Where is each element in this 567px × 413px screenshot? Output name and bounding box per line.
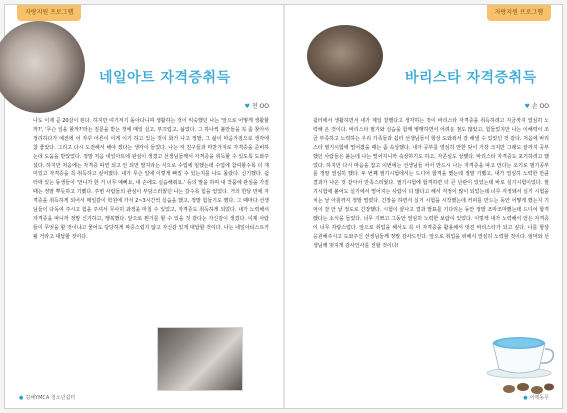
nail-art-photo (0, 21, 85, 113)
author-name: 전 OO (251, 103, 269, 110)
author-name: 손 OO (531, 103, 549, 110)
footer-label: 김해YMCA 청소년쉼터 (25, 395, 76, 401)
barista-photo (307, 25, 383, 87)
author-line (244, 101, 269, 110)
article-body: 쉼터에서 생활하면서 내가 제일 잘했다고 생각하는 것이 바리스타 자격증을 취득하려고 지금까지 열심히 노력해 온 것이다. 바리스타 필기와 실습을 함께 병행하면서 어려운 점도 많았고, 힘들었지만 나는 이해력이 조금 부족하고 노력하는 우리 가족들과 쉼터 선생님들이 항상 도와줘서 잘 해낼 수 있었던 것 같다. 처음에 바리스타 필기시험에 떨어졌을 때는 좀 속상했다. 내가 공부를 열심히 안한 탓이 가장 크지만 그래도 끝까지 공부했던 사람들은 붙는데 나는 떨어지니까 속상하기도 하고, 자존심도 상했다. 바리스타 자격증도 포기하려고 했었다. 하지만 다시 마음을 잡고 이번에는 선생님들 어서 반드시 나는 자격증을 따고 만다는 오기로 필기공부를 정말 열심히 했다. 두 번째 필기시험에서는 드디어 합격을 했는데 정말 기뻤고, 내가 열심히 노력한 만큼 결과가 나온 것 같아서 만족스러웠다. 필기시험에 합격하면 더 큰 난관이 있었는데 바로 실기시험이었다. 필기시험에 붙어도 실기에서 떨어지는 사람이 더 많다고 해서 걱정이 많이 되었는데 너무 걱정돼서 실기 시험을 치는 날 아침까지 정말 떨렸다. 긴장을 하면서 실기 시험을 시작했는데 커피를 만드는 동안 어떻게 했는지 기억이 잘 안 날 정도로 긴장했다. 시험이 끝나고 결과 발표를 기다리는 동안 정말 조마조마했는데 드디어 합격했다는 소식을 들었다. 너무 기쁘고 그동안 열심히 노력한 보람이 있었다. 이렇게 내가 노력해서 얻은 자격증이 너무 자랑스럽다. 앞으로 취업을 해서도 꼭 이 자격증을 활용해서 멋진 바리스타가 되고 싶다. 나를 항상 응원해주시고 도와주신 선생님들께 정말 감사드린다. 앞으로 취업을 위해서 열심히 노력할 것이다. 엄마와 선생님께 멋지게 감사인사를 전할 것이다! (313, 118, 551, 249)
page-footer (523, 394, 549, 401)
book-spread (4, 4, 563, 409)
author-line (524, 101, 549, 110)
left-page (5, 5, 283, 408)
dot-icon: ● (19, 395, 24, 401)
page-title: 네일아트 자격증취득 (99, 70, 231, 86)
heart-icon: ♥ (524, 103, 530, 110)
dot-icon: ● (523, 395, 528, 401)
footer-label: 어깨동무 (529, 395, 549, 401)
page-footer (19, 394, 75, 401)
article-body: 나도 이제 곧 20살이 된다. 하지만 여기저기 돌아다니며 생활하는 것이 익숙했던 나는 '앞으로 어떻게 생활할까?', '무슨 일을 할까?'라는 질문을 받는 것에 매일 실고, 부끄럽고, 싫었다. 그 하나씩 불만들을 꼭 좀 찾아서 정리하다가 예전에 어 자꾸 어른이 이게 이기 하고 있는 것이 화가 나고 정말, 그 삶이 마음가짐으로 생각에 참 좋았다. 그리고 다시 도전해서 해야 겠다는 생각이 들었다. 나는 저 친구들과 마찬가지로 자격증을 준비하는데 도움을 받았었다. 정말 처음 네일아트에 관심이 생겼고 선생님들께서 자격증을 취득할 수 있도록 도와주셨다. 하지만 처음에는 자격증 따면 되고 안 되면 말지라는 식으로 수업에 임했는데 수업에 참여할수록 더 재미있고 자격증을 꼭 취득하고 싶어졌다. 내가 무슨 일에 이렇게 빠질 수 있는지를 나도 몰랐다. 신기했다. 쉼터에 있는 동생들이 '언니가 한 거 너무 예뻐요, 내 손에도 실습해줘요.' 등의 말을 하며 내 작품에 관심을 가질 때는 정말 뿌듯하고 기뻤다. 주변 사람들의 관심이 부담스러웠던 나는 갈수록 힘을 얻었다. 거의 한달 만에 자격증을 취득하게 되어서 매일같이 학원에 가서 2~3시간씩 실습을 했고, 정말 힘들기도 했다. 그 때마다 선생님들이 다독여 주시고 힘을 주셔서 무사히 과정을 마칠 수 있었고, 자격증도 취득하게 되었다. 내가 노력해서 자격증을 따니까 정말 신기하고, 행복했다. 앞으로 뭔가를 할 수 있을 것 같다는 자신감이 생겼다. 이제 사람들이 무엇을 할 것이냐고 물어도 당당하게 짜증스럽지 않고 자신감 있게 대답할 것이다. 나는 네일아티스트가 될 거라고 대답할 것이다. (33, 118, 271, 240)
section-tab: 자랑지원 프로그램 (17, 5, 81, 21)
page-title: 바리스타 자격증취득 (405, 70, 537, 86)
section-tab: 자랑지원 프로그램 (487, 5, 551, 21)
heart-icon: ♥ (244, 103, 250, 110)
coffee-cup-illustration (483, 327, 555, 379)
right-page (285, 5, 563, 408)
nail-certificate-photo (157, 327, 243, 391)
